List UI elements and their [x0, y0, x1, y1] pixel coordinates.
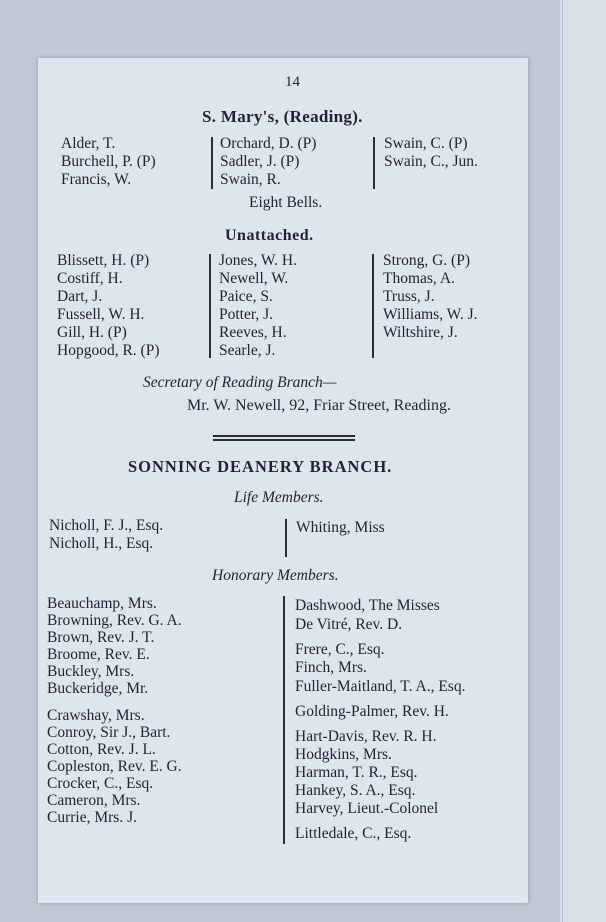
life-members-col-1 — [49, 517, 163, 553]
list-item: Whiting, Miss — [296, 519, 385, 536]
st-marys-col-2 — [220, 135, 316, 189]
list-item: Cotton, Rev. J. L. — [47, 741, 156, 758]
list-item: Alder, T. — [61, 135, 116, 152]
unattached-col-3 — [383, 252, 478, 342]
list-item: Golding-Palmer, Rev. H. — [295, 703, 449, 720]
list-item: Littledale, C., Esq. — [295, 825, 412, 842]
column-divider — [285, 519, 287, 557]
list-item: Frere, C., Esq. — [295, 641, 385, 658]
book-page — [38, 58, 528, 903]
column-divider — [211, 137, 213, 189]
list-item: Broome, Rev. E. — [47, 646, 150, 663]
list-item: Wiltshire, J. — [383, 324, 458, 341]
column-divider — [373, 137, 375, 189]
list-item: Costiff, H. — [57, 270, 123, 287]
list-item: Dart, J. — [57, 288, 103, 305]
list-item: Fussell, W. H. — [57, 306, 145, 323]
sonning-heading: SONNING DEANERY BRANCH. — [128, 457, 393, 476]
list-item: Orchard, D. (P) — [220, 135, 317, 152]
list-item: Thomas, A. — [383, 270, 455, 287]
list-item: Williams, W. J. — [383, 306, 478, 323]
list-item: Reeves, H. — [219, 324, 287, 341]
list-item: Paice, S. — [219, 288, 273, 305]
list-item: Jones, W. H. — [219, 252, 297, 269]
st-marys-note: Eight Bells. — [249, 194, 323, 211]
list-item: Swain, C., Jun. — [384, 153, 478, 170]
list-item: Hopgood, R. (P) — [57, 342, 160, 359]
adjacent-page-edge — [560, 0, 606, 922]
list-item: Cameron, Mrs. — [47, 792, 141, 809]
column-divider — [209, 254, 211, 358]
unattached-col-2 — [219, 252, 297, 360]
list-item: Harman, T. R., Esq. — [295, 764, 418, 781]
list-item: Truss, J. — [383, 288, 435, 305]
list-item: Crawshay, Mrs. — [47, 707, 145, 724]
list-item: Dashwood, The Misses — [295, 597, 440, 614]
column-divider — [372, 254, 374, 358]
list-item: Buckeridge, Mr. — [47, 680, 149, 697]
list-item: Searle, J. — [219, 342, 276, 359]
st-marys-col-3 — [384, 135, 478, 171]
list-item: Beauchamp, Mrs. — [47, 595, 157, 612]
list-item: Browning, Rev. G. A. — [47, 612, 182, 629]
st-marys-heading: S. Mary's, (Reading). — [202, 107, 363, 126]
list-item: Sadler, J. (P) — [220, 153, 300, 170]
list-item: Nicholl, H., Esq. — [49, 535, 154, 552]
list-item: Crocker, C., Esq. — [47, 775, 154, 792]
list-item: Strong, G. (P) — [383, 252, 470, 269]
secretary-value: Mr. W. Newell, 92, Friar Street, Reading. — [187, 397, 451, 414]
page-number: 14 — [285, 74, 300, 90]
life-members-col-2 — [296, 519, 385, 537]
list-item: Swain, C. (P) — [384, 135, 468, 152]
list-item: Currie, Mrs. J. — [47, 809, 137, 826]
section-divider-bottom — [213, 439, 355, 441]
unattached-col-1 — [57, 252, 159, 360]
secretary-label: Secretary of Reading Branch— — [143, 374, 337, 391]
list-item: Harvey, Lieut.-Colonel — [295, 800, 439, 817]
column-divider — [283, 596, 285, 844]
list-item: Hankey, S. A., Esq. — [295, 782, 416, 799]
list-item: Buckley, Mrs. — [47, 663, 135, 680]
list-item: Hodgkins, Mrs. — [295, 746, 392, 763]
list-item: De Vitré, Rev. D. — [295, 616, 403, 633]
list-item: Gill, H. (P) — [57, 324, 127, 341]
list-item: Finch, Mrs. — [295, 659, 367, 676]
list-item: Nicholl, F. J., Esq. — [49, 517, 164, 534]
st-marys-col-1 — [61, 135, 156, 189]
list-item: Hart-Davis, Rev. R. H. — [295, 728, 437, 745]
list-item: Burchell, P. (P) — [61, 153, 156, 170]
list-item: Brown, Rev. J. T. — [47, 629, 155, 646]
unattached-heading: Unattached. — [225, 227, 314, 244]
list-item: Copleston, Rev. E. G. — [47, 758, 182, 775]
section-divider-top — [213, 435, 355, 437]
list-item: Blissett, H. (P) — [57, 252, 150, 269]
list-item: Conroy, Sir J., Bart. — [47, 724, 171, 741]
list-item: Potter, J. — [219, 306, 274, 323]
list-item: Fuller-Maitland, T. A., Esq. — [295, 678, 466, 695]
honorary-members-heading: Honorary Members. — [212, 567, 339, 584]
list-item: Francis, W. — [61, 171, 132, 188]
life-members-heading: Life Members. — [234, 489, 324, 506]
list-item: Newell, W. — [219, 270, 289, 287]
list-item: Swain, R. — [220, 171, 281, 188]
